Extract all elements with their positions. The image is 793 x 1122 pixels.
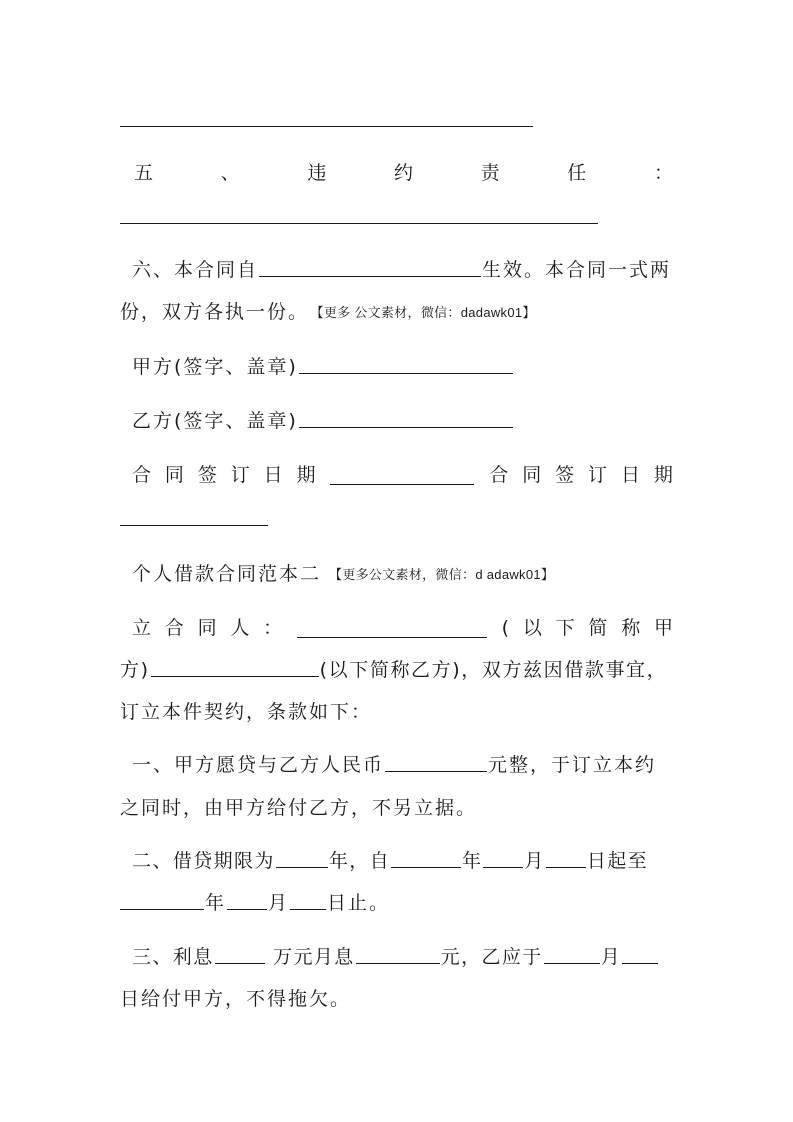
article-one-line2 (120, 795, 673, 821)
effective-clause-line2 (120, 299, 673, 325)
text: 元整，于订立本约 (488, 754, 657, 776)
blank-field[interactable] (290, 891, 326, 910)
char: ： (653, 162, 673, 184)
text: 六、本合同自 (132, 259, 259, 281)
blank-field[interactable] (544, 945, 600, 964)
text: 之同时，由甲方给付乙方，不另立据。 (120, 797, 478, 819)
blank-field[interactable] (276, 849, 328, 868)
char: 订 (230, 464, 250, 486)
char: ： (263, 617, 283, 639)
fill-line (120, 126, 533, 127)
article-two-line1 (120, 848, 673, 874)
promo-note: 【更多 公文素材，微信：dadawk01】 (317, 305, 536, 320)
text: 日止。 (327, 892, 391, 914)
text: 日给付甲方，不得拖欠。 (120, 988, 352, 1010)
fill-line (120, 223, 598, 224)
text: 生效。本合同一式两 (482, 259, 672, 281)
blank-field[interactable] (330, 466, 474, 485)
char: 甲 (653, 617, 673, 639)
blank-field[interactable] (391, 849, 461, 868)
char: 任 (567, 162, 587, 184)
char: 责 (480, 162, 500, 184)
text: 年 (462, 850, 483, 872)
blank-field[interactable] (299, 409, 513, 428)
blank-field[interactable] (356, 945, 440, 964)
char: 人 (230, 617, 250, 639)
blank-field[interactable] (151, 658, 319, 677)
sample-two-title (120, 561, 673, 587)
char: 订 (588, 464, 608, 486)
party-b-signature (120, 408, 673, 434)
char: 合 (132, 464, 152, 486)
text: 万元月息 (273, 946, 355, 968)
char: 违 (307, 162, 327, 184)
fill-line (120, 525, 268, 526)
char: 下 (555, 617, 575, 639)
text: 月 (600, 946, 622, 968)
char: 同 (522, 464, 542, 486)
article-three-line1 (120, 944, 673, 970)
char: 以 (522, 617, 542, 639)
text: 二、借贷期限为 (132, 850, 275, 872)
text: 甲方(签字、盖章) (132, 356, 298, 378)
text: 月 (524, 850, 545, 872)
blank-field[interactable] (120, 891, 204, 910)
text: (以下简称乙方)，双方兹因借款事宜， (319, 659, 668, 681)
text: 日起至 (586, 850, 649, 872)
char: 日 (620, 464, 640, 486)
parties-line2 (120, 657, 673, 683)
char: ( (501, 617, 510, 639)
char: 同 (164, 464, 184, 486)
signing-date-line (120, 462, 673, 488)
char: 五 (134, 162, 154, 184)
promo-note: 【更多公文素材，微信：d adawk01】 (329, 567, 555, 582)
effective-clause-line1 (120, 257, 673, 283)
text: 一、甲方愿贷与乙方人民币 (132, 754, 385, 776)
text: 订立本件契约，条款如下： (120, 701, 373, 723)
text: 乙方(签字、盖章) (132, 410, 298, 432)
blank-field[interactable] (259, 258, 481, 277)
parties-line1 (120, 615, 673, 641)
text: 份，双方各执一份。 (120, 301, 310, 323)
blank-field[interactable] (385, 753, 487, 772)
blank-field[interactable] (299, 355, 513, 374)
text: 方) (120, 659, 150, 681)
char: 合 (489, 464, 509, 486)
party-a-signature (120, 354, 673, 380)
text: 年，自 (328, 850, 391, 872)
parties-line3 (120, 699, 673, 725)
char: 、 (220, 162, 240, 184)
char: 立 (132, 617, 152, 639)
text: 个人借款合同范本二 (132, 563, 322, 585)
blank-field[interactable] (622, 945, 658, 964)
char: 期 (296, 464, 316, 486)
text: 元，乙应于 (440, 946, 543, 968)
blank-field[interactable] (546, 849, 586, 868)
char: 称 (621, 617, 641, 639)
char: 同 (197, 617, 217, 639)
char: 约 (393, 162, 413, 184)
article-two-line2 (120, 890, 673, 916)
char: 合 (164, 617, 184, 639)
char: 签 (197, 464, 217, 486)
blank-field[interactable] (227, 891, 267, 910)
blank-field[interactable] (483, 849, 523, 868)
char: 期 (653, 464, 673, 486)
text: 年 (205, 892, 227, 914)
article-three-line2 (120, 986, 673, 1012)
blank-field[interactable] (215, 945, 265, 964)
char: 简 (588, 617, 608, 639)
text: 月 (268, 892, 290, 914)
breach-liability-heading (120, 160, 673, 186)
article-one-line1 (120, 752, 673, 778)
char: 日 (263, 464, 283, 486)
blank-field[interactable] (297, 619, 487, 638)
char: 签 (555, 464, 575, 486)
text: 三、利息 (132, 946, 214, 968)
